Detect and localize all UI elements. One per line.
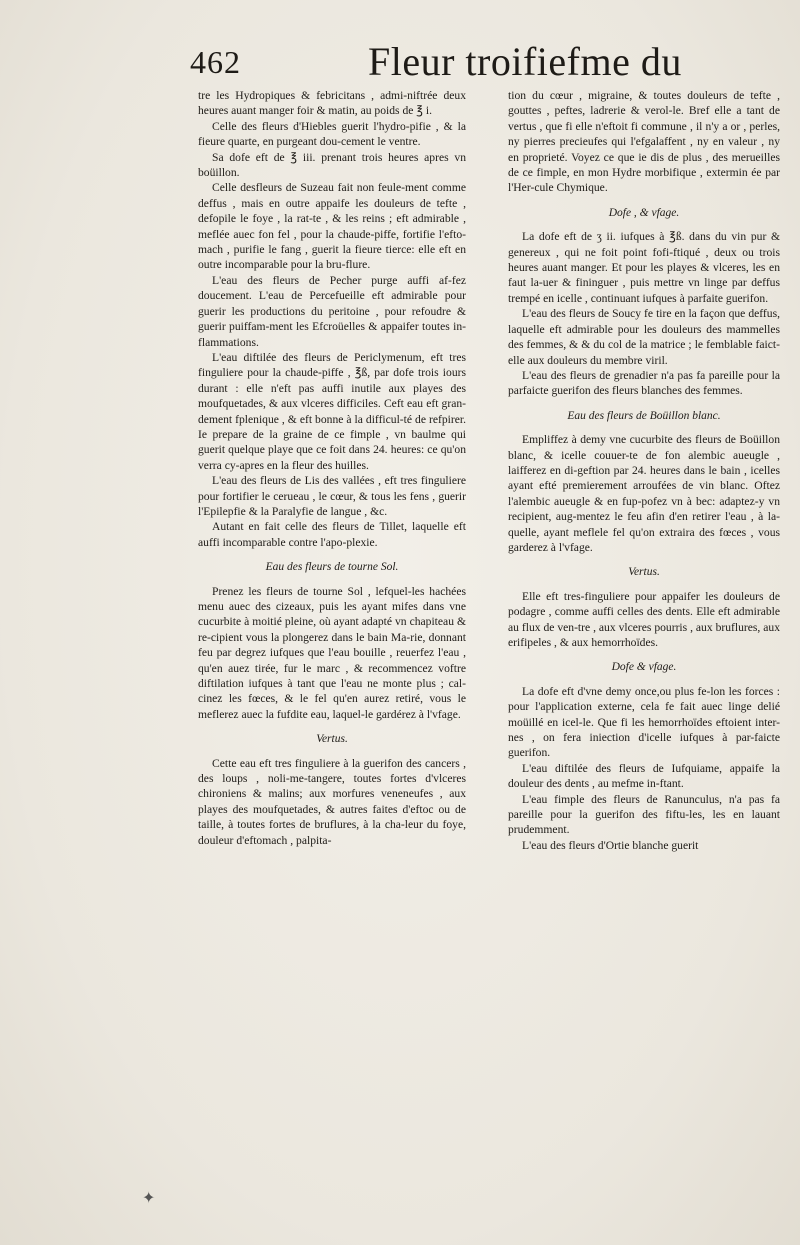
section-heading: Vertus. xyxy=(316,733,348,746)
paragraph: L'eau des fleurs d'Ortie blanche guerit xyxy=(522,838,699,852)
paragraph: Celle desfleurs de Suzeau fait non feule-ment comme deffus , mais en outre appaife les douleurs de tefte , defopile le foye , la rat-te , & les reins ; eft admirable , meflée auec fon fel , pour la chaude-piffe, fortifie l'efto-mach , purifie le fang , guerit la fieure tierce: elle eft en outre incomparable pour la bru-flure. xyxy=(198,181,466,272)
page-number: 462 xyxy=(190,44,241,80)
right-column xyxy=(508,88,780,853)
paragraph: L'eau des fleurs de Soucy fe tire en la façon que deffus, laquelle eft admirable pour les douleurs des mammelles des femmes, & & du col de la matrice ; le femblable faict-elle aux douleurs du membre viril. xyxy=(508,307,780,367)
paragraph: tion du cœur , migraine, & toutes douleurs de tefte , gouttes , peftes, ladrerie & verol-le. Bref elle a tant de vertus , que fi elle n'eftoit fi commune , il n'y a or , perles, ny pierres precieufes qui l'efgalaffent , ny en valeur , ny en proprieté. Voyez ce que ie dis de plus , des merueilles de ce fimple, en mon Hydre morbifique , extermin ée par l'Her-cule Chymique. xyxy=(508,89,780,195)
section-heading: Dofe & vfage. xyxy=(611,661,677,674)
paragraph: Autant en fait celle des fleurs de Tillet, laquelle eft auffi incomparable contre l'apo-plexie. xyxy=(198,520,466,549)
paragraph: L'eau diftilée des fleurs de Iufquiame, appaife la douleur des dents , au mefme in-ftant. xyxy=(508,761,780,791)
paragraph: Cette eau eft tres finguliere à la guerifon des cancers , des loups , noli-me-tangere, toutes fortes d'vlceres chironiens & malins; aux morfures veneneufes , aux playes des moufquetades, & autres faites d'eftoc ou de taille, à toutes fortes de bruflures, à la cha-leur du foye, douleur d'eftomach , palpita- xyxy=(198,756,466,847)
paragraph: L'eau des fleurs de Lis des vallées , eft tres finguliere pour fortifier le cerueau , le cœur, & tous les fens , guerir l'Epilepfie & la Paralyfie de langue , &c. xyxy=(198,474,466,518)
paragraph: Empliffez à demy vne cucurbite des fleurs de Boüillon blanc, & icelle couuer-te de fon alembic aueugle , laifferez en di-geftion par 24. heures dans le bain , icelles ayant efté premierement arroufées de vin blanc. Oftez l'alembic aueugle & en fup-pofez vn à bec: adaptez-y vn recipient, aug-mentez le feu afin d'en retirer l'eau , à la-quelle, ayant meflele fel qu'on extraira des fœces , vous garderez à l'vfage. xyxy=(508,433,780,554)
paragraph: L'eau diftilée des fleurs de Periclymenum, eft tres finguliere pour la chaude-piffe , ℥ß, par dofe trois iours durant : elle n'eft pas auffi inutile aux playes des moufquetades, & aux vlceres difficiles. Ceft eau eft gran-dement fplenique , & eft bonne à la difficul-té de refpirer. Ie prepare de la graine de ce fimple , vn baulme qui guerit quelque playe que ce foit dans 24. heures: ce qu'on verra cy-apres en la fleur des huilles. xyxy=(198,350,466,472)
section-heading: Eau des fleurs de tourne Sol. xyxy=(265,561,399,574)
paragraph: Celle des fleurs d'Hiebles guerit l'hydro-pifie , & la fieure quarte, en purgeant dou-cement le ventre. xyxy=(198,119,466,149)
section-heading: Dofe , & vfage. xyxy=(608,206,680,219)
paragraph: Elle eft tres-finguliere pour appaifer les douleurs de podagre , comme auffi celles des dents. Elle eft admirable au flux de ven-tre , aux vlceres pourris , aux bruflures, aux erifipeles , & aux hemorrhoïdes. xyxy=(508,589,780,649)
paragraph: L'eau des fleurs de grenadier n'a pas fa pareille pour la parfaicte guerifon des fleurs blanches des femmes. xyxy=(508,368,780,398)
paragraph: L'eau des fleurs de Pecher purge auffi af-fez doucement. L'eau de Percefueille eft admirable pour guerir les productions du peritoine , pour refoudre & guerir puiffam-ment les Efcroüelles & appaifer toutes in-flammations. xyxy=(198,273,466,349)
paragraph: Prenez les fleurs de tourne Sol , lefquel-les hachées menu auec des cizeaux, puis les ayant mifes dans vne cucurbite à moitié pleine, où ayant adapté vn chapiteau & re-cipient vous la plongerez dans le bain Ma-rie, donnant feu par degrez iufques que l'eau bouille , reuerfez l'eau , qu'en auez tirée, fur le marc , & recommencez voftre diftilation iufques à tant que l'eau ne monte plus ; cal-cinez les fœces, & le fel qu'en aurez retiré, vous le meflerez auec la fufdite eau, laquel-le gardérez à l'vfage. xyxy=(198,584,466,721)
section-heading: Vertus. xyxy=(628,566,660,579)
section-heading: Eau des fleurs de Boüillon blanc. xyxy=(567,409,721,422)
running-head xyxy=(190,38,682,88)
paragraph: La dofe eft d'vne demy once,ou plus fe-lon les forces : pour l'application externe, cela fe fait auec linge delié moüillé en icel-le. Que fi les hemorrhoïdes eftoient inter-nes , on fera iniection d'icelle iufques à par-faicte guerifon. xyxy=(508,684,780,760)
marginal-mark-icon: ✦ xyxy=(142,1190,156,1207)
paragraph: La dofe eft de ʒ ii. iufques à ℥ß. dans du vin pur & genereux , qui ne foit point fofi-ftiqué , deux ou trois heures auant manger. Et pour les playes & vlceres, les en faut la-uer & fininguer , puis mettre vn linge par deffus trempé en icelle , continuant iufques à parfaite guerifon. xyxy=(508,230,780,305)
paragraph: tre les Hydropiques & febricitans , admi-niftrée deux heures auant manger foir & matin, au poids de ℥ i. xyxy=(198,89,466,118)
page-title: Fleur troifiefme du xyxy=(368,39,682,84)
paragraph: L'eau fimple des fleurs de Ranunculus, n'a pas fa pareille pour la guerifon des fiftu-les, les en lauant prudemment. xyxy=(508,792,780,837)
left-column xyxy=(198,88,466,848)
paragraph: Sa dofe eft de ℥ iii. prenant trois heures apres vn boüillon. xyxy=(198,150,466,180)
